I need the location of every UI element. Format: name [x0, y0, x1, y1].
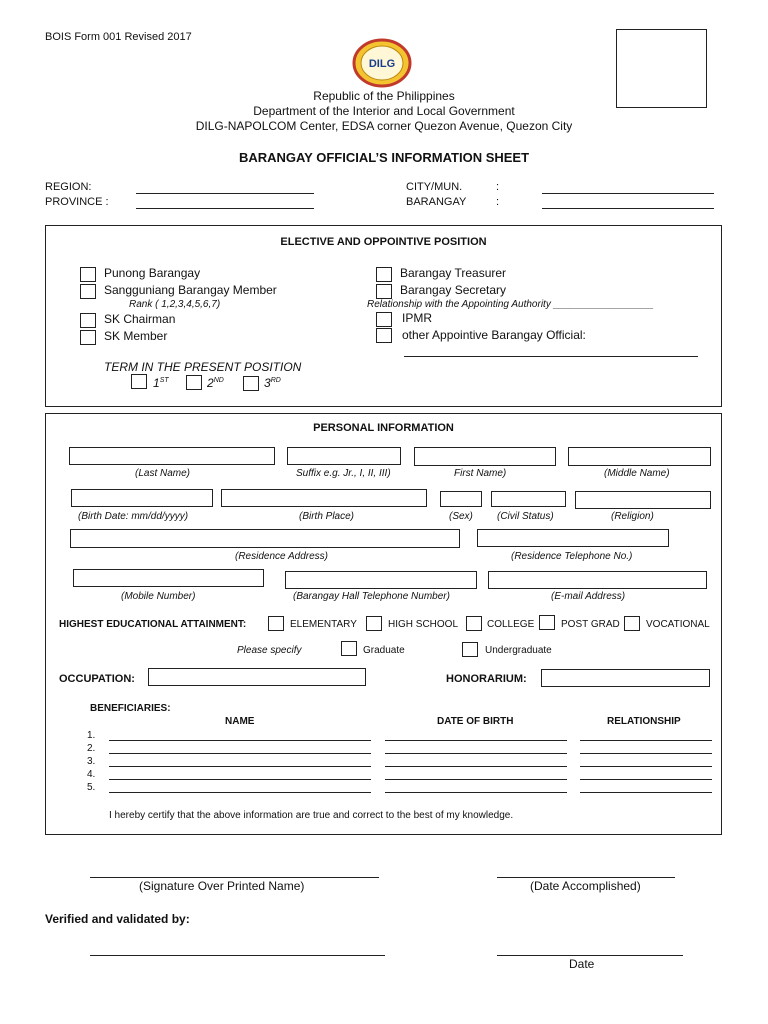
honorarium-input[interactable]: [541, 669, 710, 687]
row-3-dob[interactable]: [385, 766, 567, 767]
dilg-seal-icon: [352, 38, 412, 88]
header-line3: DILG-NAPOLCOM Center, EDSA corner Quezon Avenue, Quezon City: [195, 119, 573, 133]
post-grad-checkbox[interactable]: [539, 615, 555, 630]
treasurer-label: Barangay Treasurer: [400, 266, 507, 280]
term-1st-checkbox[interactable]: [131, 374, 147, 389]
sex-caption: (Sex): [449, 511, 473, 522]
beneficiaries-label: BENEFICIARIES:: [90, 703, 171, 714]
college-checkbox[interactable]: [466, 616, 482, 631]
residence-phone-caption: (Residence Telephone No.): [511, 551, 633, 562]
graduate-checkbox[interactable]: [341, 641, 357, 656]
signature-line[interactable]: [90, 877, 379, 878]
punong-label: Punong Barangay: [104, 266, 201, 280]
vocational-label: VOCATIONAL: [646, 619, 710, 630]
row-5-number: 5.: [87, 782, 96, 793]
header-line1: Republic of the Philippines: [313, 89, 455, 103]
high-school-checkbox[interactable]: [366, 616, 382, 631]
row-3-name[interactable]: [109, 766, 371, 767]
undergraduate-label: Undergraduate: [485, 645, 552, 656]
term-2nd-checkbox[interactable]: [186, 375, 202, 390]
high-school-label: HIGH SCHOOL: [388, 619, 459, 630]
other-field[interactable]: [404, 356, 698, 357]
row-5-name[interactable]: [109, 792, 371, 793]
barangay-field[interactable]: [542, 208, 714, 209]
birth-place-caption: (Birth Place): [299, 511, 355, 522]
seal-text: DILG: [368, 58, 396, 70]
certify-statement: I hereby certify that the above information are true and correct to the best of my knowledge.: [109, 810, 514, 821]
punong-checkbox[interactable]: [80, 267, 96, 282]
education-label: HIGHEST EDUCATIONAL ATTAINMENT:: [59, 619, 247, 630]
barangay-label: BARANGAY: [406, 196, 467, 208]
religion-caption: (Religion): [611, 511, 654, 522]
province-field[interactable]: [136, 208, 314, 209]
col-name: NAME: [225, 716, 255, 727]
position-heading: ELECTIVE AND OPPOINTIVE POSITION: [280, 236, 487, 248]
treasurer-checkbox[interactable]: [376, 267, 392, 282]
term-1st-label: 1ST: [153, 376, 169, 390]
verified-label: Verified and validated by:: [45, 912, 190, 926]
row-4-dob[interactable]: [385, 779, 567, 780]
province-label: PROVINCE :: [45, 196, 109, 208]
page-title: BARANGAY OFFICIAL’S INFORMATION SHEET: [238, 150, 530, 165]
birth-date-caption: (Birth Date: mm/dd/yyyy): [78, 511, 189, 522]
occupation-label: OCCUPATION:: [59, 673, 135, 685]
term-label: TERM IN THE PRESENT POSITION: [104, 360, 302, 374]
birth-place-input[interactable]: [221, 489, 427, 507]
sex-input[interactable]: [440, 491, 482, 507]
term-2nd-label: 2ND: [207, 376, 224, 390]
last-name-input[interactable]: [69, 447, 275, 465]
graduate-label: Graduate: [363, 645, 405, 656]
date-accomplished-label: (Date Accomplished): [530, 879, 641, 893]
city-field[interactable]: [542, 193, 714, 194]
occupation-input[interactable]: [148, 668, 366, 686]
date-accomplished-line[interactable]: [497, 877, 675, 878]
row-4-name[interactable]: [109, 779, 371, 780]
other-label: other Appointive Barangay Official:: [402, 328, 586, 342]
hall-phone-caption: (Barangay Hall Telephone Number): [293, 591, 450, 602]
sanggunian-checkbox[interactable]: [80, 284, 96, 299]
region-label: REGION:: [45, 181, 92, 193]
residence-address-input[interactable]: [70, 529, 460, 548]
sk-member-label: SK Member: [104, 329, 168, 343]
mobile-input[interactable]: [73, 569, 264, 587]
first-name-caption: First Name): [454, 468, 507, 479]
suffix-caption: Suffix e.g. Jr., I, II, III): [296, 468, 391, 479]
relationship-label: Relationship with the Appointing Authority __________________: [367, 299, 654, 310]
middle-name-input[interactable]: [568, 447, 711, 466]
secretary-label: Barangay Secretary: [400, 283, 507, 297]
sanggunian-label: Sangguniang Barangay Member: [104, 283, 277, 297]
barangay-colon: :: [496, 196, 500, 208]
row-2-relationship[interactable]: [580, 753, 712, 754]
middle-name-caption: (Middle Name): [604, 468, 670, 479]
elementary-label: ELEMENTARY: [290, 619, 357, 630]
undergraduate-checkbox[interactable]: [462, 642, 478, 657]
verifier-date-label: Date: [569, 957, 595, 971]
row-3-relationship[interactable]: [580, 766, 712, 767]
term-3rd-checkbox[interactable]: [243, 376, 259, 391]
header-line2: Department of the Interior and Local Government: [253, 104, 515, 118]
email-caption: (E-mail Address): [551, 591, 626, 602]
col-dob: DATE OF BIRTH: [437, 716, 514, 727]
region-field[interactable]: [136, 193, 314, 194]
row-1-dob[interactable]: [385, 740, 567, 741]
signature-label: (Signature Over Printed Name): [139, 879, 305, 893]
please-specify-label: Please specify: [237, 645, 302, 656]
vocational-checkbox[interactable]: [624, 616, 640, 631]
post-grad-label: POST GRAD: [561, 619, 620, 630]
row-1-name[interactable]: [109, 740, 371, 741]
mobile-caption: (Mobile Number): [121, 591, 196, 602]
row-3-number: 3.: [87, 756, 96, 767]
col-relationship: RELATIONSHIP: [607, 716, 681, 727]
birth-date-input[interactable]: [71, 489, 213, 507]
verifier-signature-line[interactable]: [90, 955, 385, 956]
secretary-checkbox[interactable]: [376, 284, 392, 299]
hall-phone-input[interactable]: [285, 571, 477, 589]
city-label: CITY/MUN.: [406, 181, 463, 193]
civil-status-input[interactable]: [491, 491, 566, 507]
row-2-name[interactable]: [109, 753, 371, 754]
ipmr-label: IPMR: [402, 311, 432, 325]
email-input[interactable]: [488, 571, 707, 589]
rank-label: Rank ( 1,2,3,4,5,6,7): [129, 299, 221, 310]
row-2-number: 2.: [87, 743, 96, 754]
elementary-checkbox[interactable]: [268, 616, 284, 631]
religion-input[interactable]: [575, 491, 711, 509]
suffix-input[interactable]: [287, 447, 401, 465]
row-1-number: 1.: [87, 730, 96, 741]
sk-member-checkbox[interactable]: [80, 330, 96, 345]
city-colon: :: [496, 181, 500, 193]
college-label: COLLEGE: [487, 619, 535, 630]
row-2-dob[interactable]: [385, 753, 567, 754]
honorarium-label: HONORARIUM:: [446, 673, 527, 685]
residence-address-caption: (Residence Address): [235, 551, 329, 562]
term-3rd-label: 3RD: [264, 376, 281, 390]
sk-chairman-label: SK Chairman: [104, 312, 176, 326]
row-4-number: 4.: [87, 769, 96, 780]
row-4-relationship[interactable]: [580, 779, 712, 780]
civil-status-caption: (Civil Status): [497, 511, 554, 522]
first-name-input[interactable]: [414, 447, 556, 466]
other-checkbox[interactable]: [376, 328, 392, 343]
row-1-relationship[interactable]: [580, 740, 712, 741]
personal-heading: PERSONAL INFORMATION: [313, 422, 454, 434]
residence-phone-input[interactable]: [477, 529, 669, 547]
ipmr-checkbox[interactable]: [376, 312, 392, 327]
last-name-caption: (Last Name): [135, 468, 191, 479]
sk-chairman-checkbox[interactable]: [80, 313, 96, 328]
row-5-dob[interactable]: [385, 792, 567, 793]
row-5-relationship[interactable]: [580, 792, 712, 793]
form-code: BOIS Form 001 Revised 2017: [45, 31, 192, 43]
verifier-date-line[interactable]: [497, 955, 683, 956]
